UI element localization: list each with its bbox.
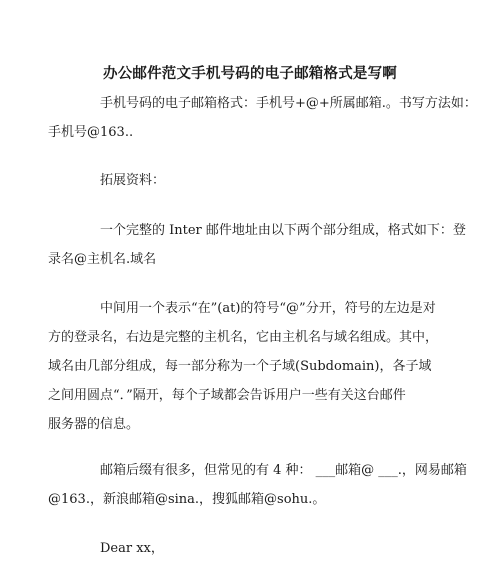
paragraph-line: 一个完整的 Inter 邮件地址由以下两个部分组成，格式如下：登 <box>100 223 466 238</box>
paragraph-line: 手机号@163.. <box>48 125 134 140</box>
paragraph-line: 服务器的信息。 <box>48 417 140 432</box>
paragraph-address-structure <box>48 216 466 274</box>
paragraph-salutation <box>74 534 434 563</box>
paragraph-line: Dear xx， <box>100 541 164 556</box>
paragraph-line: 域名由几部分组成，每一部分称为一个子域(Subdomain)，各子域 <box>48 359 432 374</box>
paragraph-line: 之间用圆点“．”隔开，每个子域都会告诉用户一些有关这台邮件 <box>48 388 406 403</box>
paragraph-line: 邮箱后缀有很多，但常见的有 4 种： ___邮箱@ ___.，网易邮箱 <box>100 463 467 478</box>
paragraph-line: 方的登录名，右边是完整的主机名，它由主机名与域名组成。其中， <box>48 330 439 345</box>
paragraph-line: @163.，新浪邮箱@sina.，搜狐邮箱@sohu.。 <box>48 492 326 507</box>
paragraph-extended-info <box>74 166 434 195</box>
paragraph-line: 中间用一个表示“在”(at)的符号“@”分开，符号的左边是对 <box>100 301 436 316</box>
paragraph-line: 录名@主机名.域名 <box>48 252 157 267</box>
paragraph-at-symbol-explanation <box>48 294 439 439</box>
paragraph-phone-email-format <box>48 89 477 147</box>
paragraph-line: 手机号码的电子邮箱格式：手机号+@+所属邮箱.。书写方法如： <box>100 96 477 111</box>
paragraph-line: 拓展资料： <box>100 173 166 188</box>
document-title: 办公邮件范文手机号码的电子邮箱格式是写啊 <box>103 65 397 82</box>
paragraph-email-suffixes <box>48 456 467 514</box>
